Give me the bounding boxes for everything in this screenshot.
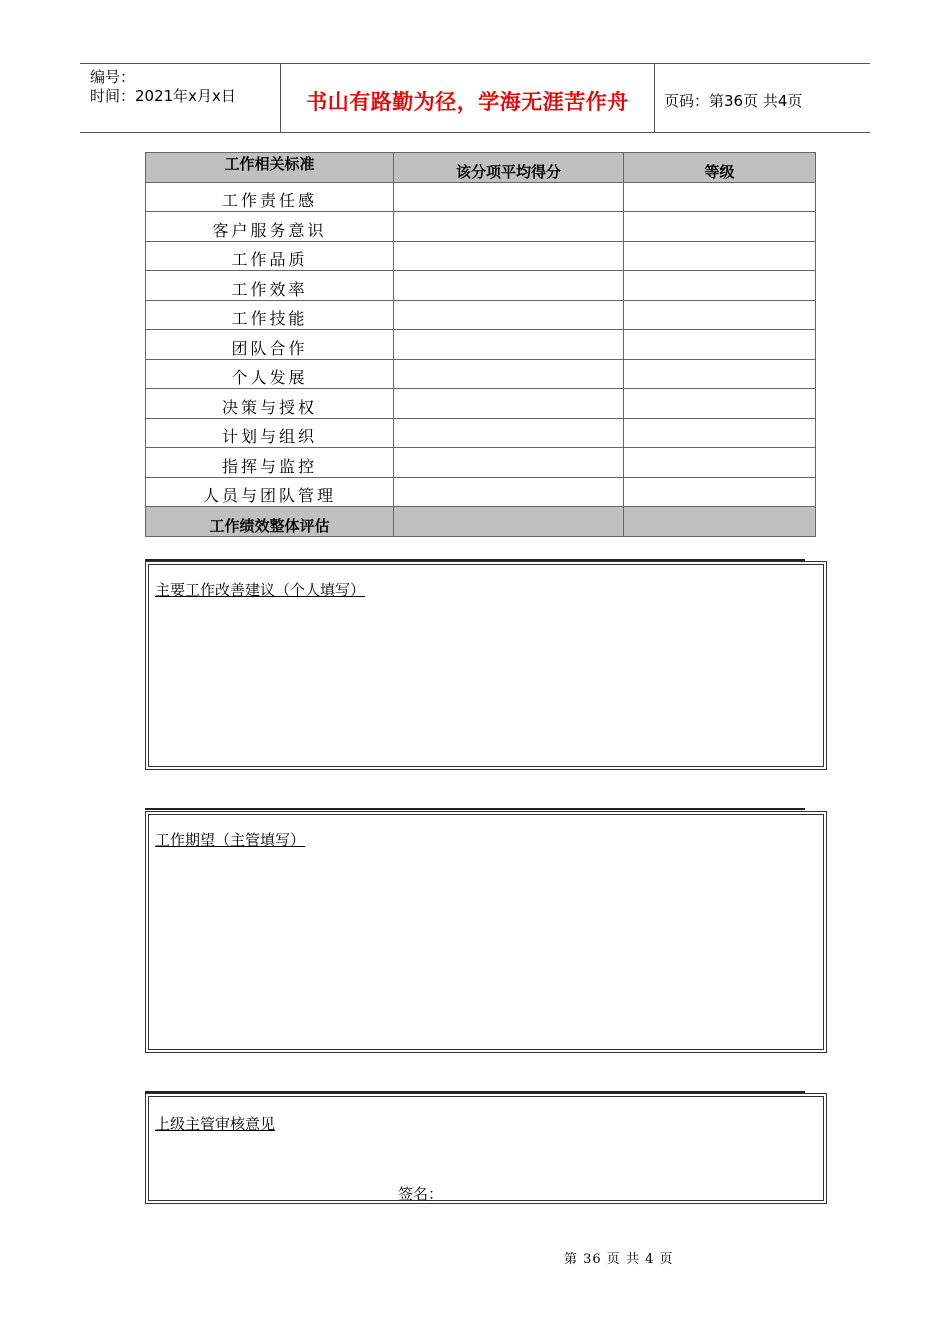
summary-row <box>146 507 816 537</box>
score-cell[interactable] <box>394 418 624 448</box>
grade-cell[interactable] <box>624 182 816 212</box>
improvement-title: 主要工作改善建议（个人填写） <box>155 581 366 599</box>
grade-cell[interactable] <box>624 389 816 419</box>
table-row <box>146 359 816 389</box>
row-label: 人员与团队管理 <box>146 477 394 507</box>
header-motto-cell <box>281 64 655 132</box>
table-row <box>146 330 816 360</box>
score-cell[interactable] <box>394 241 624 271</box>
table-header-row <box>146 153 816 183</box>
table-row <box>146 241 816 271</box>
grade-cell[interactable] <box>624 418 816 448</box>
score-cell[interactable] <box>394 389 624 419</box>
page-header <box>80 63 870 133</box>
row-label: 工作技能 <box>146 300 394 330</box>
column-header-grade: 等级 <box>624 153 816 183</box>
motto-text: 书山有路勤为径，学海无涯苦作舟 <box>306 89 629 114</box>
page-number-label: 页码：第36页 共4页 <box>664 92 803 110</box>
column-header-criteria: 工作相关标准 <box>146 153 394 183</box>
grade-cell[interactable] <box>624 300 816 330</box>
score-cell[interactable] <box>394 271 624 301</box>
column-header-score: 该分项平均得分 <box>394 153 624 183</box>
grade-cell[interactable] <box>624 212 816 242</box>
table-row <box>146 182 816 212</box>
table-row <box>146 389 816 419</box>
grade-cell[interactable] <box>624 448 816 478</box>
grade-cell[interactable] <box>624 330 816 360</box>
row-label: 个人发展 <box>146 359 394 389</box>
table-row <box>146 212 816 242</box>
signature-label: 签名： <box>398 1185 444 1203</box>
time-label: 时间：2021年x月x日 <box>90 87 236 105</box>
expectation-title: 工作期望（主管填写） <box>155 831 306 849</box>
expectation-box[interactable] <box>145 811 827 1053</box>
page-footer: 第 36 页 共 4 页 <box>564 1252 674 1267</box>
grade-cell[interactable] <box>624 359 816 389</box>
header-page-cell <box>655 64 870 132</box>
row-label: 工作责任感 <box>146 182 394 212</box>
row-label: 计划与组织 <box>146 418 394 448</box>
grade-cell[interactable] <box>624 271 816 301</box>
rating-table <box>145 152 816 537</box>
score-cell[interactable] <box>394 330 624 360</box>
table-row <box>146 300 816 330</box>
header-meta-cell <box>80 64 281 132</box>
table-row <box>146 477 816 507</box>
score-cell[interactable] <box>394 477 624 507</box>
score-cell[interactable] <box>394 212 624 242</box>
review-title: 上级主管审核意见 <box>155 1115 276 1133</box>
table-row <box>146 271 816 301</box>
row-label: 团队合作 <box>146 330 394 360</box>
section-divider <box>145 808 805 810</box>
row-label: 工作品质 <box>146 241 394 271</box>
row-label: 指挥与监控 <box>146 448 394 478</box>
summary-score-cell[interactable] <box>394 507 624 537</box>
serial-number-label: 编号： <box>90 68 136 86</box>
score-cell[interactable] <box>394 182 624 212</box>
score-cell[interactable] <box>394 448 624 478</box>
improvement-box[interactable] <box>145 561 827 770</box>
review-box[interactable] <box>145 1093 827 1204</box>
row-label: 客户服务意识 <box>146 212 394 242</box>
row-label: 决策与授权 <box>146 389 394 419</box>
grade-cell[interactable] <box>624 477 816 507</box>
row-label: 工作效率 <box>146 271 394 301</box>
review-box-inner <box>148 1096 824 1201</box>
grade-cell[interactable] <box>624 241 816 271</box>
score-cell[interactable] <box>394 359 624 389</box>
score-cell[interactable] <box>394 300 624 330</box>
table-row <box>146 448 816 478</box>
summary-grade-cell[interactable] <box>624 507 816 537</box>
summary-label: 工作绩效整体评估 <box>146 507 394 537</box>
table-row <box>146 418 816 448</box>
